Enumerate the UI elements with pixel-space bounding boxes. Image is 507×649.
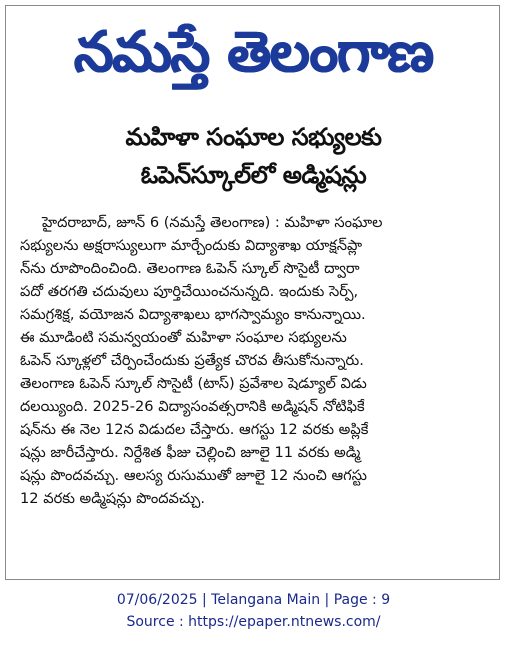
masthead-title: నమస్తే తెలంగాణ: [74, 20, 433, 85]
body-line: ఈ మూడింటి సమన్వయంతో మహిళా సంఘాల సభ్యులను: [20, 329, 347, 346]
body-line: సభ్యులను అక్షరాస్యులుగా మార్చేందుకు విద్యాశాఖ యాక్షన్‌ప్లా: [20, 237, 363, 254]
body-line: ఓపెన్ స్కూళ్లలో చేర్పించేందుకు ప్రత్యేక చొరవ తీసుకోనున్నారు.: [20, 352, 364, 369]
article-headline: [8, 118, 499, 194]
publication-info: 07/06/2025 | Telangana Main | Page : 9: [116, 592, 391, 608]
body-line: న్‌ను రూపొందించింది. తెలంగాణ ఓపెన్ స్కూల్ సొసైటీ ద్వారా: [20, 260, 360, 277]
headline-line-1: మహిళా సంఘాల సభ్యులకు: [125, 123, 382, 151]
body-line: పదో తరగతి చదువులు పూర్తిచేయించనున్నది. ఇందుకు సెర్ప్,: [20, 283, 359, 300]
source-link[interactable]: Source : https://epaper.ntnews.com/: [126, 614, 381, 630]
body-line: హైదరాబాద్, జూన్ 6 (నమస్తే తెలంగాణ) : మహిళా సంఘాల: [42, 214, 383, 231]
body-line: 12 వరకు అడ్మిషన్లు పొందవచ్చు.: [20, 490, 205, 507]
body-line: తెలంగాణ ఓపెన్ స్కూల్ సొసైటీ (టాస్) ప్రవేశాల షెడ్యూల్ విడు: [20, 375, 367, 392]
article-body: [20, 211, 488, 510]
body-line: షన్లు జారీచేస్తారు. నిర్దేశిత ఫీజు చెల్లించి జూలై 11 వరకు అడ్మి: [20, 444, 361, 461]
body-line: సమగ్రశిక్ష, వయోజన విద్యాశాఖలు భాగస్వామ్యం కానున్నాయి.: [20, 306, 366, 323]
newspaper-masthead: [12, 12, 495, 94]
headline-line-2: ఓపెన్‌స్కూల్‌లో అడ్మిషన్లు: [140, 161, 367, 189]
body-line: దలయ్యింది. 2025-26 విద్యాసంవత్సరానికి అడ్మిషన్ నోటిఫికే: [20, 398, 365, 415]
clipping-footer: [0, 589, 507, 633]
body-line: షన్‌ను ఈ నెల 12న విడుదల చేస్తారు. ఆగస్టు 12 వరకు అప్లికే: [20, 421, 369, 438]
body-line: షన్లు పొందవచ్చు. ఆలస్య రుసుముతో జూలై 12 నుంచి ఆగస్టు: [20, 467, 367, 484]
